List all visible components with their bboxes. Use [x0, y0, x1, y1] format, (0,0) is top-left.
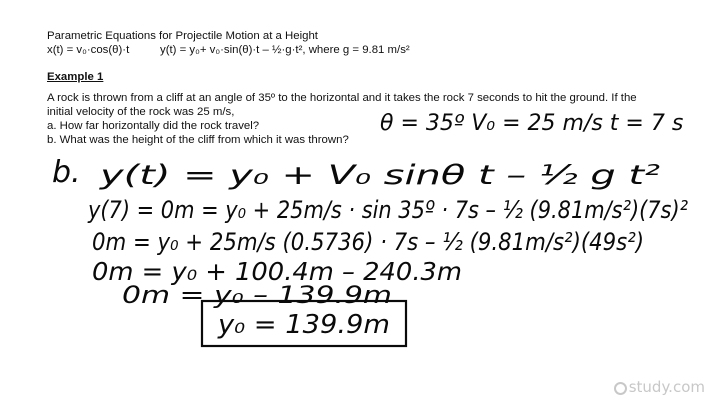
y-equation: y(t) = y₀+ v₀·sin(θ)·t – ½·g·t², where g = 9.81 m/s²: [160, 44, 410, 56]
formula-heading: Parametric Equations for Projectile Motion at a Height: [47, 30, 318, 42]
solution-line-4: 0m = y₀ + 100.4m – 240.3m: [92, 257, 463, 286]
solution-line-1: y(t) = y₀ + V₀ sinθ t – ½ g t²: [98, 160, 661, 191]
watermark-text: study.com: [628, 378, 705, 396]
watermark-logo: [614, 378, 705, 396]
final-answer: y₀ = 139.9m: [216, 310, 390, 340]
question-a: a. How far horizontally did the rock travel?: [47, 120, 260, 132]
solution-line-5: 0m = y₀ – 139.9m: [122, 281, 392, 309]
solution-line-3: 0m = y₀ + 25m/s (0.5736) · 7s – ½ (9.81m/s²)(49s²): [92, 228, 644, 256]
problem-line-2: initial velocity of the rock was 25 m/s,: [47, 106, 235, 118]
solution-line-2: y(7) = 0m = y₀ + 25m/s · sin 35º · 7s – ½ (9.81m/s²)(7s)²: [87, 196, 689, 224]
problem-line-1: A rock is thrown from a cliff at an angle of 35º to the horizontal and it takes the rock 7 seconds to hit the ground. If the: [47, 92, 637, 104]
part-b-label: b.: [52, 155, 81, 190]
question-b: b. What was the height of the cliff from which it was thrown?: [47, 134, 349, 146]
example-label: Example 1: [47, 71, 104, 83]
study-logo-icon: [614, 382, 627, 395]
given-values: θ = 35º V₀ = 25 m/s t = 7 s: [380, 111, 684, 136]
x-equation: x(t) = v₀·cos(θ)·t: [47, 44, 130, 56]
